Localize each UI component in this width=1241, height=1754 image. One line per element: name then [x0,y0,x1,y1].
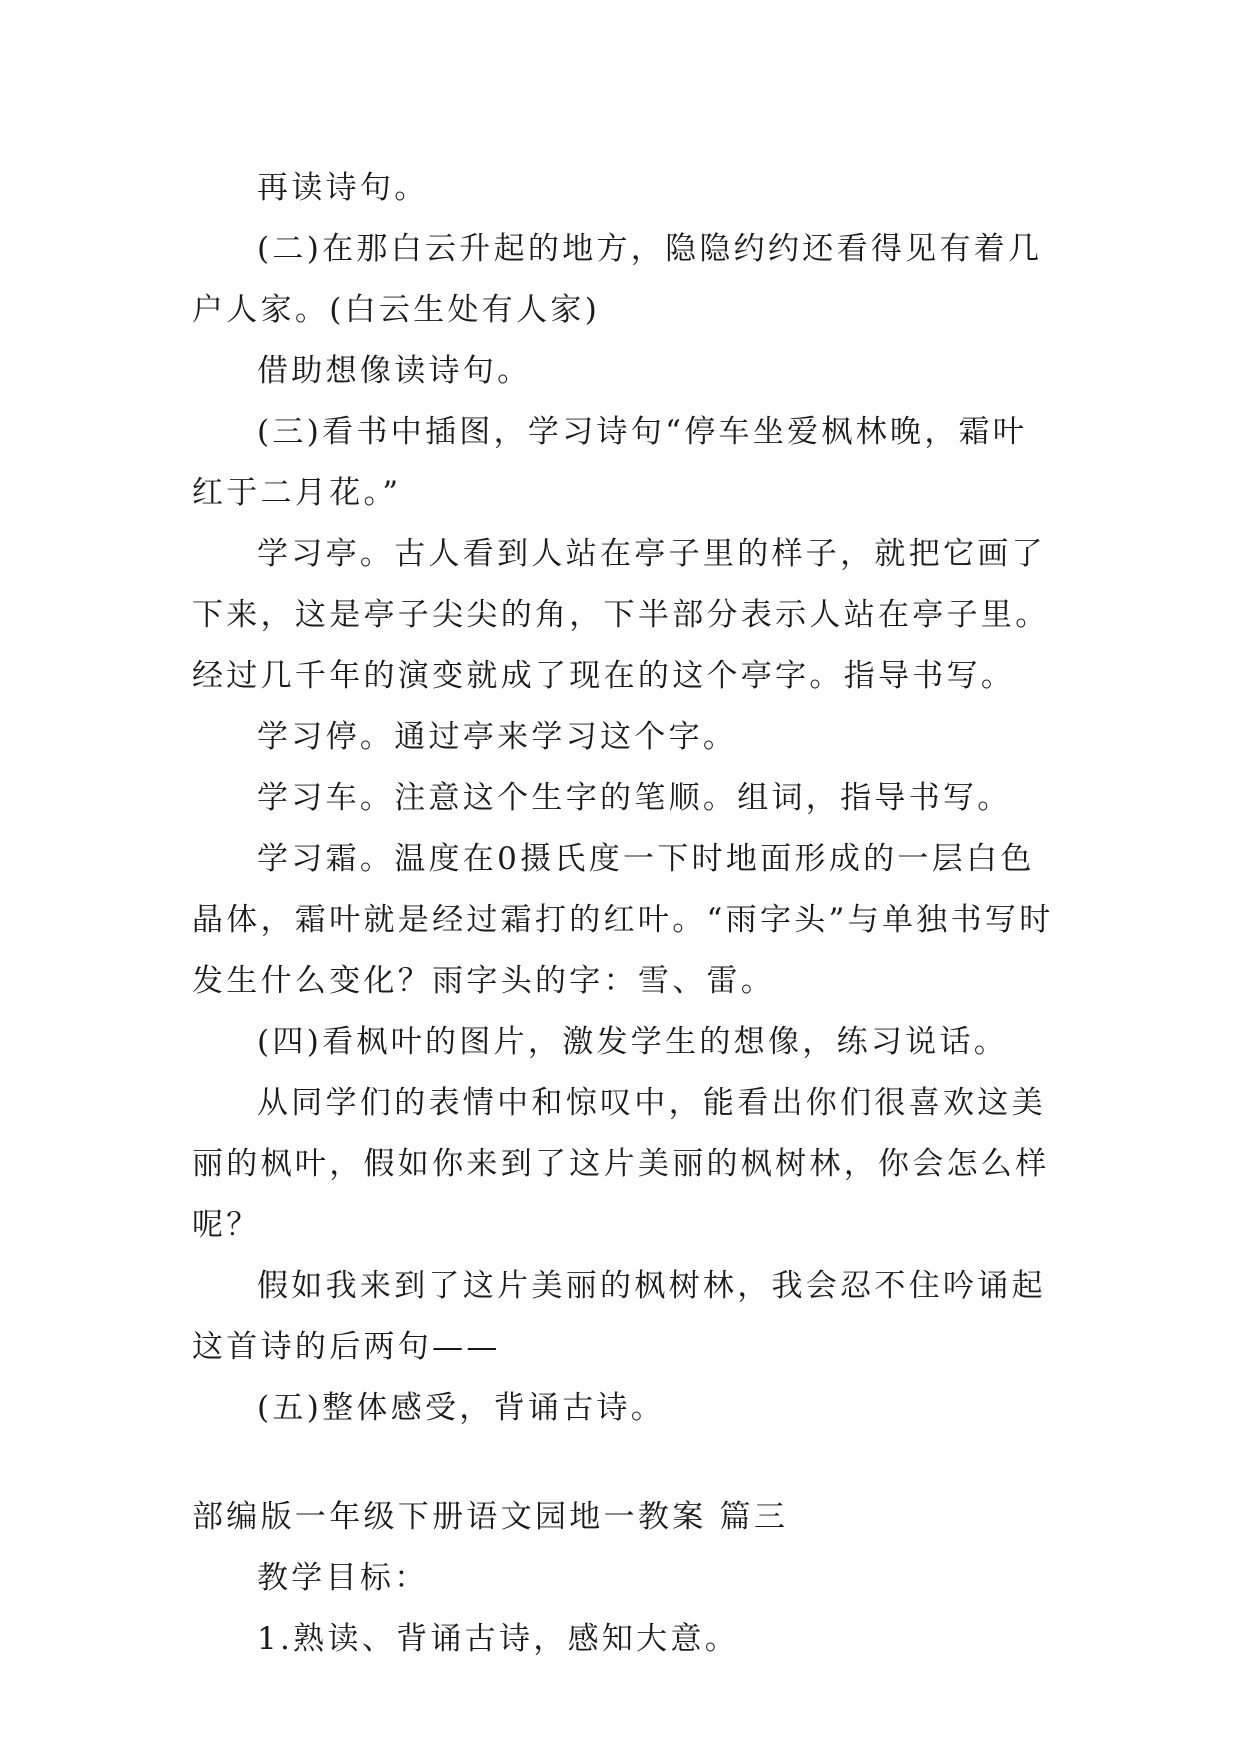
paragraph: 1.熟读、背诵古诗，感知大意。 [257,1621,740,1657]
paragraph: 学习停。通过亭来学习这个字。 [257,719,738,755]
paragraph: 学习霜。温度在0摄氏度一下时地面形成的一层白色晶体，霜叶就是经过霜打的红叶。“雨字头”与单独书写时发生什么变化？雨字头的字：雪、雷。 [192,841,1054,999]
section-gap [192,1439,1060,1487]
paragraph: 学习亭。古人看到人站在亭子里的样子，就把它画了下来，这是亭子尖尖的角，下半部分表示人站在亭子里。经过几千年的演变就成了现在的这个亭字。指导书写。 [192,536,1050,694]
paragraph: 从同学们的表情中和惊叹中，能看出你们很喜欢这美丽的枫叶，假如你来到了这片美丽的枫树林，你会怎么样呢？ [192,1085,1050,1243]
paragraph: 借助想像读诗句。 [257,353,532,389]
section-heading: 部编版一年级下册语文园地一教案 篇三 [192,1499,789,1535]
paragraph: (三)看书中插图，学习诗句“停车坐爱枫林晚，霜叶红于二月花。” [192,414,1028,511]
paragraph: (五)整体感受，背诵古诗。 [257,1390,666,1426]
paragraph: 假如我来到了这片美丽的枫树林，我会忍不住吟诵起这首诗的后两句—— [192,1268,1046,1365]
paragraph: 教学目标： [257,1560,429,1596]
paragraph: 学习车。注意这个生字的笔顺。组词，指导书写。 [257,780,1012,816]
document-body [192,158,1060,1670]
paragraph: (二)在那白云升起的地方，隐隐约约还看得见有着几户人家。(白云生处有人家) [192,231,1043,328]
paragraph: 再读诗句。 [257,170,429,206]
paragraph: (四)看枫叶的图片，激发学生的想像，练习说话。 [257,1024,1009,1060]
